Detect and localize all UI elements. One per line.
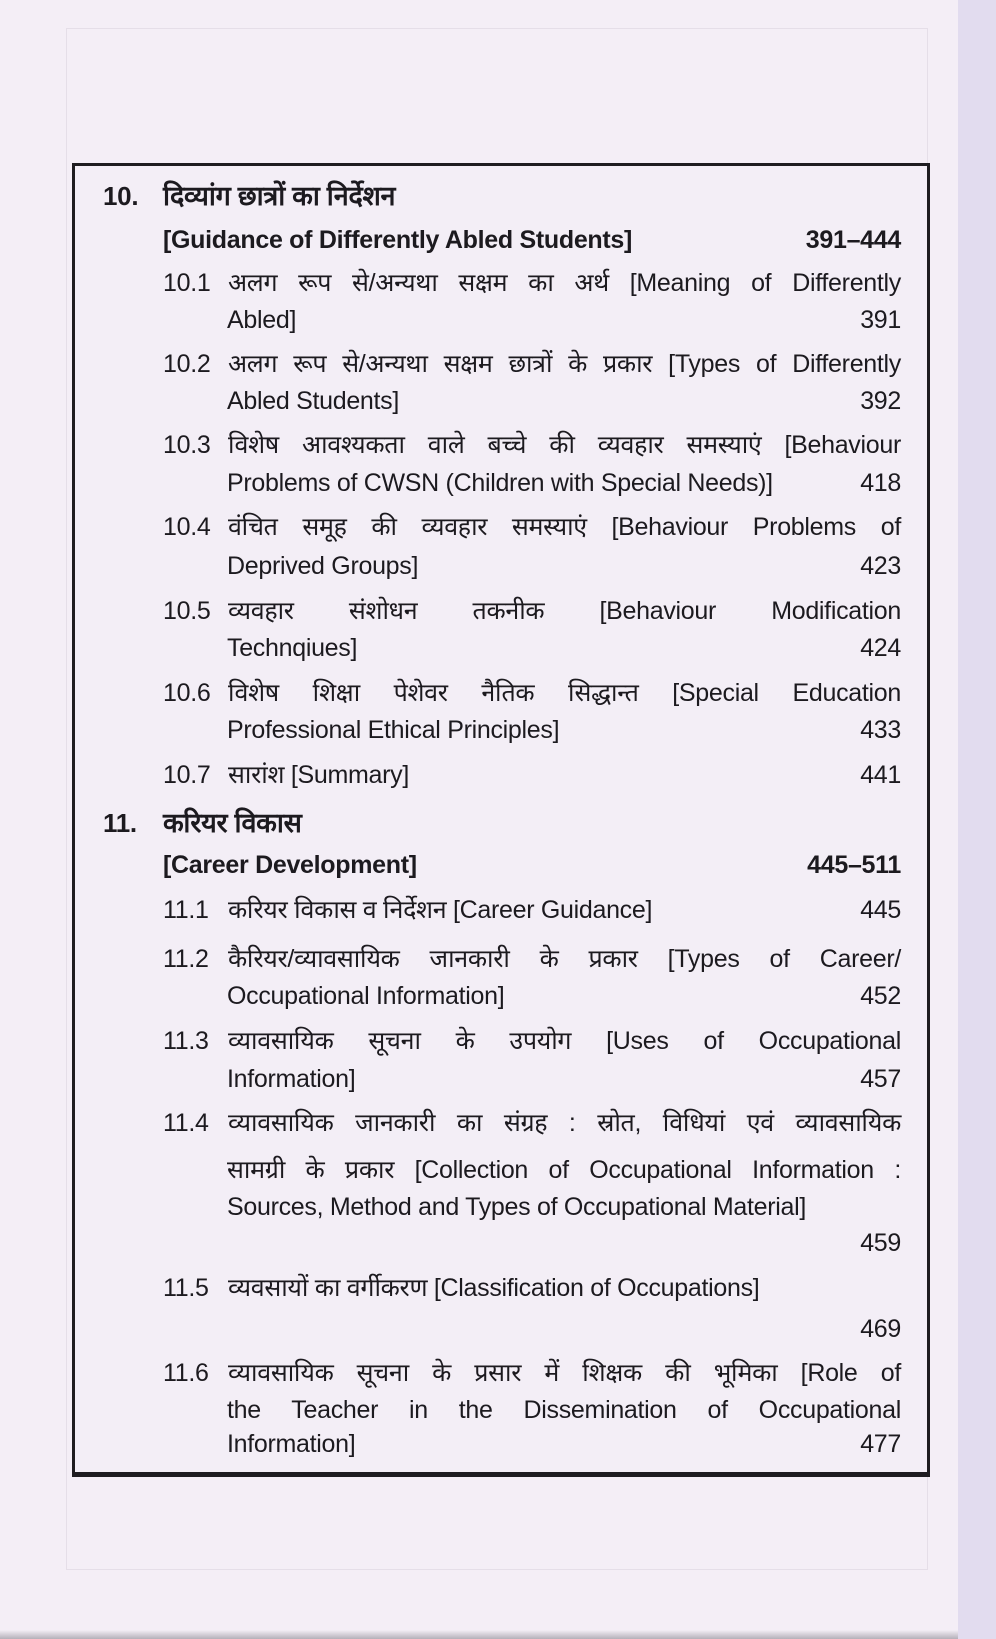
toc-entry-11-3-cont — [75, 1059, 927, 1099]
chapter-title-english: [Guidance of Differently Abled Students] — [163, 226, 633, 254]
toc-entry-11-2[interactable] — [75, 939, 927, 979]
section-title-line: व्यवहार संशोधन तकनीक [Behaviour Modification — [228, 597, 901, 625]
chapter-title-hindi: दिव्यांग छात्रों का निर्देशन — [163, 181, 396, 211]
section-page: 424 — [860, 634, 901, 662]
toc-entry-10-4-cont — [75, 546, 927, 586]
toc-entry-10-6[interactable] — [75, 673, 927, 713]
toc-entry-10-1-cont — [75, 300, 927, 340]
section-page: 433 — [860, 716, 901, 744]
section-page: 452 — [860, 982, 901, 1010]
toc-entry-10-7[interactable] — [75, 755, 927, 795]
toc-entry-11-4-cont — [75, 1150, 927, 1190]
section-title-line: Abled Students] — [227, 387, 400, 415]
section-page: 423 — [860, 552, 901, 580]
section-number: 11.6 — [163, 1359, 209, 1387]
section-title-line: वंचित समूह की व्यवहार समस्याएं [Behaviour Problems of — [228, 513, 901, 541]
chapter-title-hindi: करियर विकास — [163, 808, 302, 838]
chapter-10-heading — [75, 176, 927, 216]
toc-entry-11-1[interactable] — [75, 890, 927, 930]
toc-entry-10-6-cont — [75, 710, 927, 750]
chapter-number: 11. — [103, 808, 137, 838]
section-title-line: सामग्री के प्रकार [Collection of Occupational Information : — [227, 1156, 901, 1184]
section-title-line: व्यावसायिक सूचना के प्रसार में शिक्षक की भूमिका [Role of — [228, 1359, 901, 1387]
section-page: 469 — [860, 1315, 901, 1343]
section-number: 11.5 — [163, 1274, 209, 1302]
section-number: 10.5 — [163, 597, 211, 625]
section-title-line: the Teacher in the Dissemination of Occupational — [227, 1396, 901, 1424]
section-title-line: Technqiues] — [227, 634, 358, 662]
section-page: 457 — [860, 1065, 901, 1093]
toc-entry-10-1[interactable] — [75, 263, 927, 303]
toc-entry-11-4[interactable] — [75, 1103, 927, 1143]
section-number: 10.4 — [163, 513, 211, 541]
section-title-line: अलग रूप से/अन्यथा सक्षम का अर्थ [Meaning of Differently — [228, 269, 901, 297]
toc-entry-10-4[interactable] — [75, 507, 927, 547]
section-page: 392 — [860, 387, 901, 415]
table-of-contents — [72, 163, 930, 1477]
chapter-10-english — [75, 220, 927, 260]
page-edge — [958, 0, 996, 1639]
section-page: 441 — [860, 761, 901, 789]
page-shadow — [0, 1630, 958, 1639]
section-number: 10.7 — [163, 761, 211, 789]
toc-entry-11-2-cont — [75, 976, 927, 1016]
section-title-line: Information] — [227, 1065, 356, 1093]
section-page: 477 — [860, 1430, 901, 1458]
section-number: 10.6 — [163, 679, 211, 707]
toc-entry-10-2-cont — [75, 381, 927, 421]
section-page: 391 — [860, 306, 901, 334]
toc-entry-11-4-page — [75, 1223, 927, 1263]
toc-entry-10-3-cont — [75, 463, 927, 503]
section-title-line: कैरियर/व्यावसायिक जानकारी के प्रकार [Types of Career/ — [228, 945, 901, 973]
section-title-line: Problems of CWSN (Children with Special Needs)] — [227, 469, 773, 497]
section-title-line: करियर विकास व निर्देशन [Career Guidance] — [228, 896, 653, 924]
chapter-11-heading — [75, 803, 927, 843]
toc-entry-11-5[interactable] — [75, 1268, 927, 1308]
section-page: 459 — [860, 1229, 901, 1257]
chapter-title-english: [Career Development] — [163, 851, 417, 879]
section-title-line: Deprived Groups] — [227, 552, 419, 580]
section-title-line: Sources, Method and Types of Occupational Material] — [227, 1193, 807, 1221]
section-title-line: Abled] — [227, 306, 297, 334]
toc-entry-11-4-cont — [75, 1187, 927, 1227]
section-page: 445 — [860, 896, 901, 924]
section-number: 11.2 — [163, 945, 209, 973]
section-number: 10.2 — [163, 350, 211, 378]
toc-entry-11-6[interactable] — [75, 1353, 927, 1393]
section-title-line: व्यावसायिक सूचना के उपयोग [Uses of Occupational — [228, 1027, 901, 1055]
section-title-line: व्यवसायों का वर्गीकरण [Classification of Occupations] — [228, 1274, 760, 1302]
toc-entry-10-5-cont — [75, 628, 927, 668]
chapter-page-range: 445–511 — [807, 851, 901, 879]
section-title-line: Professional Ethical Principles] — [227, 716, 560, 744]
section-number: 11.1 — [163, 896, 209, 924]
chapter-number: 10. — [103, 181, 139, 211]
toc-entry-11-3[interactable] — [75, 1021, 927, 1061]
chapter-page-range: 391–444 — [805, 226, 901, 254]
section-number: 11.3 — [163, 1027, 209, 1055]
toc-entry-10-5[interactable] — [75, 591, 927, 631]
section-number: 10.1 — [163, 269, 211, 297]
section-title-line: व्यावसायिक जानकारी का संग्रह : स्रोत, विधियां एवं व्यावसायिक — [228, 1109, 901, 1137]
toc-entry-11-6-cont — [75, 1424, 927, 1464]
toc-entry-10-3[interactable] — [75, 425, 927, 465]
section-title-line: विशेष शिक्षा पेशेवर नैतिक सिद्धान्त [Special Education — [228, 679, 901, 707]
toc-entry-11-5-page — [75, 1309, 927, 1349]
section-title-line: Information] — [227, 1430, 356, 1458]
chapter-11-english — [75, 845, 927, 885]
section-page: 418 — [860, 469, 901, 497]
section-title-line: अलग रूप से/अन्यथा सक्षम छात्रों के प्रकार [Types of Differently — [228, 350, 901, 378]
section-title-line: Occupational Information] — [227, 982, 505, 1010]
section-number: 11.4 — [163, 1109, 209, 1137]
toc-entry-10-2[interactable] — [75, 344, 927, 384]
section-number: 10.3 — [163, 431, 211, 459]
section-title-line: विशेष आवश्यकता वाले बच्चे की व्यवहार समस्याएं [Behaviour — [228, 431, 901, 459]
section-title-line: सारांश [Summary] — [228, 761, 409, 789]
